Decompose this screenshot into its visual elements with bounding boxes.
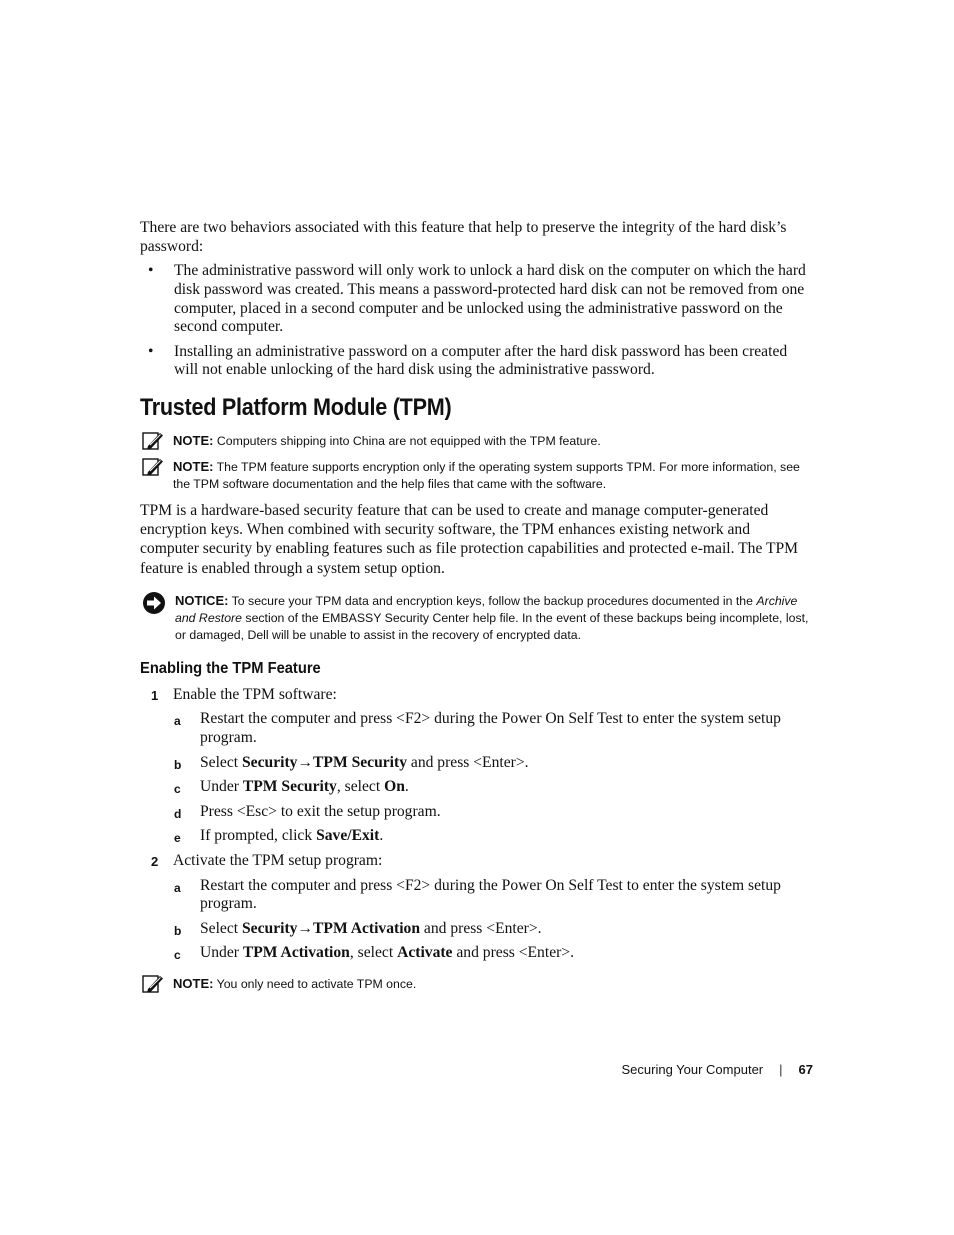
note-china: NOTE: Computers shipping into China are not equipped with the TPM feature. (140, 432, 812, 450)
step-2: 2 Activate the TPM setup program: (151, 851, 383, 869)
step-1e: e If prompted, click Save/Exit. (174, 827, 384, 846)
step-2c: c Under TPM Activation, select Activate and press <Enter>. (174, 944, 574, 963)
step-1d: d Press <Esc> to exit the setup program. (174, 802, 441, 821)
step-1c: c Under TPM Security, select On. (174, 778, 409, 797)
bullet-marker: • (148, 262, 154, 280)
step-2a: a Restart the computer and press <F2> during the Power On Self Test to enter the system setup program. (174, 876, 781, 913)
step-1: 1 Enable the TPM software: (151, 685, 337, 703)
intro-bullets (140, 262, 812, 380)
list-item: • The administrative password will only work to unlock a hard disk on the computer on which the hard disk password was created. This means a password-protected hard disk can not be removed from one computer, placed in a second computer and be unlocked using the administrative password on the second computer. (148, 262, 806, 336)
pencil-note-icon (142, 431, 164, 451)
subsection-heading: Enabling the TPM Feature (140, 659, 321, 677)
pencil-note-icon (142, 457, 164, 477)
notice-backup: NOTICE: To secure your TPM data and encryption keys, follow the backup procedures documented in the Archive and Restore section of the EMBASSY Security Center help file. In the event of these backups being incomplete, lost, or damaged, Dell will be unable to assist in the recovery of encrypted data. (140, 592, 812, 644)
arrow-circle-notice-icon (142, 591, 166, 615)
step-1a: a Restart the computer and press <F2> during the Power On Self Test to enter the system setup program. (174, 710, 781, 746)
bullet-marker: • (148, 342, 154, 360)
section-heading: Trusted Platform Module (TPM) (140, 393, 452, 421)
page-footer (621, 1062, 813, 1077)
list-item: • Installing an administrative password on a computer after the hard disk password has been created will not enable unlocking of the hard disk using the administrative password. (148, 342, 788, 379)
pencil-note-icon (142, 974, 164, 994)
step-2b: b Select Security→TPM Activation and press <Enter>. (174, 919, 542, 938)
intro-paragraph: There are two behaviors associated with this feature that help to preserve the integrity of the hard disk’s password: (140, 219, 787, 256)
page-content (140, 218, 812, 1001)
footer-separator: | (779, 1062, 783, 1077)
steps-list (140, 686, 812, 963)
note-activate-once: NOTE: You only need to activate TPM once. (140, 975, 812, 993)
note-encryption: NOTE: The TPM feature supports encryption only if the operating system supports TPM. For more information, see the TPM software documentation and the help files that came with the software. (140, 458, 812, 493)
page-number: 67 (798, 1062, 813, 1077)
step-1b: b Select Security→TPM Security and press <Enter>. (174, 753, 529, 772)
footer-section-title: Securing Your Computer (621, 1062, 764, 1077)
tpm-paragraph: TPM is a hardware-based security feature that can be used to create and manage computer-generated encryption keys. When combined with security software, the TPM enhances existing network and computer security by enabling features such as file protection capabilities and protected e-mail. The TPM feature is enabled through a system setup option. (140, 501, 799, 577)
